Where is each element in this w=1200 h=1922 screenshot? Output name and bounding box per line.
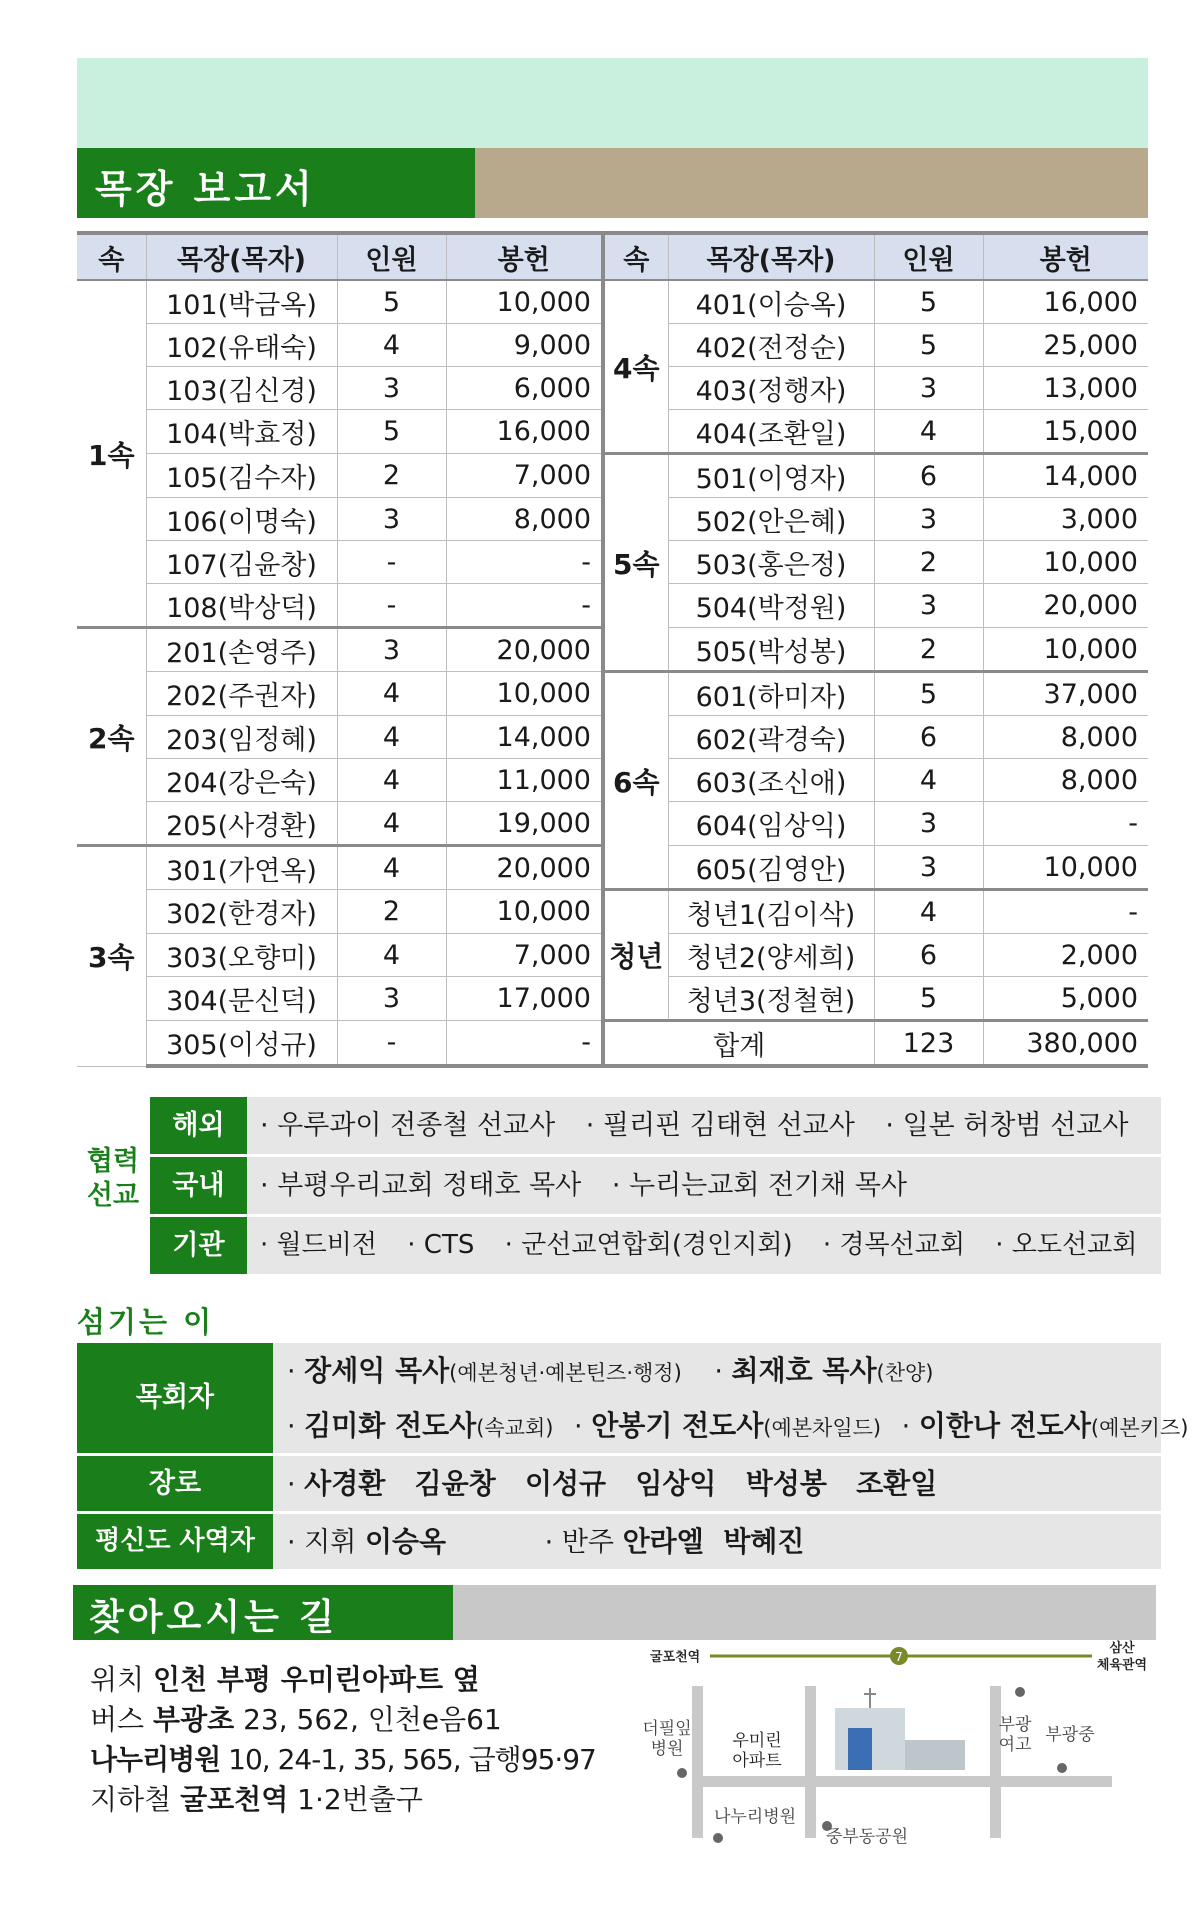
cell-name: 501(이영자) bbox=[668, 454, 874, 498]
cell-amount: 3,000 bbox=[983, 498, 1148, 541]
cell-count: 5 bbox=[874, 672, 983, 716]
cell-amount: 7,000 bbox=[446, 934, 603, 977]
cell-amount: 10,000 bbox=[983, 628, 1148, 672]
coop-item: · 일본 허창범 선교사 bbox=[885, 1110, 1129, 1141]
map-dot bbox=[677, 1768, 687, 1778]
pastor-line: · 장세익 목사(예본청년·예본틴즈·행정) · 최재호 목사(찬양) bbox=[287, 1354, 934, 1387]
cell-count: 4 bbox=[337, 672, 446, 716]
cell-count: 5 bbox=[337, 410, 446, 454]
coop-row-overseas bbox=[150, 1097, 1161, 1154]
coop-item: · 누리는교회 전기채 목사 bbox=[611, 1170, 907, 1201]
cell-count: 6 bbox=[874, 454, 983, 498]
coop-tag: 해외 bbox=[150, 1097, 247, 1154]
cell-amount: 7,000 bbox=[446, 454, 603, 498]
pastor-name: 장세익 목사 bbox=[304, 1354, 450, 1387]
map-dot bbox=[713, 1833, 723, 1843]
cell-amount: 10,000 bbox=[446, 890, 603, 934]
col-header: 봉헌 bbox=[983, 233, 1148, 280]
lay-role: 지휘 bbox=[304, 1527, 357, 1558]
cell-name: 107(김윤창) bbox=[146, 541, 337, 584]
coop-item: · CTS bbox=[407, 1230, 475, 1260]
map-dot bbox=[1015, 1687, 1025, 1697]
cell-name: 203(임정혜) bbox=[146, 716, 337, 759]
cell-count: 3 bbox=[337, 367, 446, 410]
subway-label: 지하철 bbox=[90, 1783, 172, 1816]
map-road bbox=[692, 1776, 1112, 1787]
coop-item: · 부평우리교회 정태호 목사 bbox=[260, 1170, 582, 1201]
serve-title: 섬기는 이 bbox=[77, 1305, 215, 1339]
group-label: 4속 bbox=[603, 280, 668, 454]
total-amount: 380,000 bbox=[983, 1021, 1148, 1067]
cell-amount: 16,000 bbox=[446, 410, 603, 454]
loc-line bbox=[90, 1660, 596, 1700]
cell-name: 101(박금옥) bbox=[146, 280, 337, 324]
table-row bbox=[77, 280, 1148, 324]
bus2-line bbox=[90, 1740, 596, 1780]
cell-amount: 6,000 bbox=[446, 367, 603, 410]
cell-amount: 10,000 bbox=[983, 541, 1148, 584]
bus2-lines: 10, 24-1, 35, 565, 급행95·97 bbox=[228, 1743, 596, 1776]
cell-amount: - bbox=[446, 1021, 603, 1067]
coop-item: · 오도선교회 bbox=[995, 1230, 1138, 1260]
top-band bbox=[77, 58, 1148, 148]
cell-amount: 2,000 bbox=[983, 934, 1148, 977]
cell-amount: - bbox=[446, 584, 603, 628]
serve-tag: 평신도 사역자 bbox=[77, 1514, 273, 1569]
cell-count: 5 bbox=[874, 324, 983, 367]
report-table bbox=[77, 231, 1148, 1068]
map-station-right-1: 삼산 bbox=[1109, 1641, 1135, 1656]
coop-item: · 경목선교회 bbox=[822, 1230, 965, 1260]
map-place: 부광중 bbox=[1045, 1725, 1095, 1745]
pastor-role: (속교회) bbox=[476, 1416, 554, 1440]
serve-tag: 장로 bbox=[77, 1456, 273, 1511]
cell-name: 303(오향미) bbox=[146, 934, 337, 977]
cell-name: 601(하미자) bbox=[668, 672, 874, 716]
serve-tag: 목회자 bbox=[77, 1343, 273, 1453]
location-map bbox=[630, 1640, 1155, 1850]
cell-amount: 10,000 bbox=[446, 672, 603, 716]
group-label: 2속 bbox=[77, 628, 146, 846]
cell-amount: 8,000 bbox=[446, 498, 603, 541]
cell-count: 4 bbox=[874, 410, 983, 454]
col-header: 인원 bbox=[874, 233, 983, 280]
pastor-role: (예본청년·예본틴즈·행정) bbox=[449, 1361, 682, 1385]
group-label: 6속 bbox=[603, 672, 668, 890]
pastor-name: 김미화 전도사 bbox=[304, 1409, 477, 1442]
directions-title-bar bbox=[73, 1585, 1156, 1640]
map-dot bbox=[1057, 1763, 1067, 1773]
cell-amount: 16,000 bbox=[983, 280, 1148, 324]
cell-name: 103(김신경) bbox=[146, 367, 337, 410]
cell-name: 403(정행자) bbox=[668, 367, 874, 410]
map-road bbox=[692, 1686, 703, 1838]
cell-name: 401(이승옥) bbox=[668, 280, 874, 324]
cell-amount: 15,000 bbox=[983, 410, 1148, 454]
cell-count: 5 bbox=[874, 977, 983, 1021]
cell-amount: - bbox=[983, 802, 1148, 846]
map-place: 우미린 bbox=[732, 1731, 782, 1751]
coop-item: · 필리핀 김태현 선교사 bbox=[585, 1110, 855, 1141]
cell-name: 청년3(정철현) bbox=[668, 977, 874, 1021]
cell-name: 청년2(양세희) bbox=[668, 934, 874, 977]
map-road bbox=[805, 1686, 816, 1838]
coop-tag: 기관 bbox=[150, 1217, 247, 1274]
coop-label-text: 협력 선교 bbox=[86, 1146, 140, 1211]
cell-count: 6 bbox=[874, 934, 983, 977]
cell-count: 4 bbox=[874, 759, 983, 802]
bus-stop: 부광초 bbox=[153, 1703, 235, 1736]
total-label: 합계 bbox=[603, 1021, 874, 1067]
cell-amount: 5,000 bbox=[983, 977, 1148, 1021]
cell-name: 201(손영주) bbox=[146, 628, 337, 672]
pastor-role: (예본차일드) bbox=[763, 1416, 882, 1440]
col-header: 인원 bbox=[337, 233, 446, 280]
cell-count: 4 bbox=[337, 934, 446, 977]
coop-row-domestic bbox=[150, 1157, 1161, 1214]
cell-name: 604(임상익) bbox=[668, 802, 874, 846]
cell-name: 106(이명숙) bbox=[146, 498, 337, 541]
cell-count: 3 bbox=[874, 498, 983, 541]
cell-count: 3 bbox=[337, 628, 446, 672]
map-station-left: 굴포천역 bbox=[650, 1650, 701, 1665]
church-icon bbox=[835, 1688, 965, 1770]
cell-name: 505(박성봉) bbox=[668, 628, 874, 672]
coop-item: · 우루과이 전종철 선교사 bbox=[260, 1110, 556, 1141]
serve-row-pastors bbox=[77, 1343, 1189, 1453]
bus2-stop: 나누리병원 bbox=[90, 1743, 221, 1776]
cell-name: 402(전정순) bbox=[668, 324, 874, 367]
cell-count: 4 bbox=[337, 846, 446, 890]
group-label: 3속 bbox=[77, 846, 146, 1067]
bus-label: 버스 bbox=[90, 1703, 145, 1736]
lay-name: 이승옥 bbox=[364, 1525, 447, 1558]
cell-name: 104(박효정) bbox=[146, 410, 337, 454]
table-row bbox=[77, 454, 1148, 498]
cell-name: 502(안은혜) bbox=[668, 498, 874, 541]
coop-mission-list bbox=[150, 1097, 1161, 1277]
subway-exit: 1·2번출구 bbox=[297, 1783, 423, 1816]
cell-amount: 20,000 bbox=[446, 846, 603, 890]
report-title: 목장 보고서 bbox=[95, 167, 316, 211]
cell-count: 4 bbox=[337, 716, 446, 759]
bus-line bbox=[90, 1700, 596, 1740]
cell-count: 4 bbox=[337, 324, 446, 367]
map-place: 아파트 bbox=[732, 1751, 782, 1771]
pastor-role: (찬양) bbox=[876, 1361, 934, 1385]
coop-item: · 군선교연합회(경인지회) bbox=[504, 1230, 793, 1260]
cell-amount: 8,000 bbox=[983, 716, 1148, 759]
cell-name: 404(조환일) bbox=[668, 410, 874, 454]
cell-amount: 17,000 bbox=[446, 977, 603, 1021]
cell-amount: - bbox=[983, 890, 1148, 934]
cell-count: 3 bbox=[337, 498, 446, 541]
pastor-name: 최재호 목사 bbox=[731, 1354, 877, 1387]
cell-amount: 25,000 bbox=[983, 324, 1148, 367]
cell-count: 2 bbox=[874, 628, 983, 672]
cell-count: 2 bbox=[874, 541, 983, 584]
pastor-line: · 김미화 전도사(속교회) · 안봉기 전도사(예본차일드) · 이한나 전도사(예본키즈) bbox=[287, 1409, 1189, 1442]
map-place: 부광 bbox=[998, 1715, 1032, 1735]
pastor-name: 이한나 전도사 bbox=[918, 1409, 1091, 1442]
bus-lines: 23, 562, 인천e음61 bbox=[243, 1703, 502, 1736]
cell-name: 202(주권자) bbox=[146, 672, 337, 716]
map-road bbox=[990, 1686, 1001, 1838]
cell-amount: 11,000 bbox=[446, 759, 603, 802]
loc-value: 인천 부평 우미린아파트 옆 bbox=[153, 1663, 480, 1696]
coop-mission-label bbox=[77, 1145, 149, 1213]
table-row bbox=[77, 672, 1148, 716]
cell-count: 5 bbox=[874, 280, 983, 324]
map-place: 여고 bbox=[998, 1735, 1032, 1755]
directions-text bbox=[90, 1660, 596, 1820]
cell-name: 305(이성규) bbox=[146, 1021, 337, 1067]
cell-amount: 8,000 bbox=[983, 759, 1148, 802]
cell-name: 503(홍은정) bbox=[668, 541, 874, 584]
cell-count: 2 bbox=[337, 890, 446, 934]
cell-amount: 14,000 bbox=[446, 716, 603, 759]
cell-amount: 20,000 bbox=[983, 584, 1148, 628]
cell-count: - bbox=[337, 541, 446, 584]
elder-names: 사경환 김윤창 이성규 임상익 박성봉 조환일 bbox=[304, 1467, 938, 1500]
pastor-role: (예본키즈) bbox=[1090, 1416, 1189, 1440]
cell-name: 504(박정원) bbox=[668, 584, 874, 628]
serve-row-elders: 장로 · 사경환 김윤창 이성규 임상익 박성봉 조환일 bbox=[77, 1456, 1161, 1511]
table-row bbox=[77, 1021, 1148, 1067]
cell-count: 3 bbox=[874, 584, 983, 628]
cell-count: 4 bbox=[337, 759, 446, 802]
col-header: 봉헌 bbox=[446, 233, 603, 280]
map-place: 나누리병원 bbox=[713, 1807, 797, 1827]
total-count: 123 bbox=[874, 1021, 983, 1067]
cell-name: 301(가연옥) bbox=[146, 846, 337, 890]
table-row bbox=[77, 890, 1148, 934]
cell-count: 3 bbox=[874, 846, 983, 890]
group-label: 1속 bbox=[77, 280, 146, 628]
cell-name: 605(김영안) bbox=[668, 846, 874, 890]
table-header-row bbox=[77, 233, 1148, 280]
subway-line bbox=[90, 1780, 596, 1820]
cell-amount: - bbox=[446, 541, 603, 584]
cell-count: 3 bbox=[337, 977, 446, 1021]
cell-name: 105(김수자) bbox=[146, 454, 337, 498]
map-station-right-2: 체육관역 bbox=[1096, 1658, 1148, 1673]
lay-role: 반주 bbox=[561, 1527, 615, 1558]
cell-amount: 10,000 bbox=[983, 846, 1148, 890]
cell-name: 602(곽경숙) bbox=[668, 716, 874, 759]
col-header: 속 bbox=[77, 233, 146, 280]
cell-count: 3 bbox=[874, 367, 983, 410]
cell-count: 4 bbox=[874, 890, 983, 934]
cell-amount: 9,000 bbox=[446, 324, 603, 367]
line-7-number: 7 bbox=[895, 1650, 903, 1664]
col-header: 목장(목자) bbox=[146, 233, 337, 280]
cell-name: 304(문신덕) bbox=[146, 977, 337, 1021]
cell-name: 108(박상덕) bbox=[146, 584, 337, 628]
cell-count: 4 bbox=[337, 802, 446, 846]
serve-row-lay: 평신도 사역자 · 지휘 이승옥 · 반주 안라엘 박혜진 bbox=[77, 1514, 1161, 1569]
cell-amount: 37,000 bbox=[983, 672, 1148, 716]
cell-count: 3 bbox=[874, 802, 983, 846]
col-header: 속 bbox=[603, 233, 668, 280]
cell-amount: 20,000 bbox=[446, 628, 603, 672]
cell-amount: 10,000 bbox=[446, 280, 603, 324]
cell-name: 302(한경자) bbox=[146, 890, 337, 934]
directions-title: 찾아오시는 길 bbox=[89, 1597, 339, 1638]
cell-name: 102(유태숙) bbox=[146, 324, 337, 367]
map-place: 중부동공원 bbox=[825, 1827, 909, 1847]
serve-list bbox=[77, 1343, 1189, 1572]
loc-label: 위치 bbox=[90, 1663, 145, 1696]
subway-station: 굴포천역 bbox=[180, 1783, 289, 1816]
map-place: 더필잎 bbox=[642, 1719, 692, 1739]
cell-name: 603(조신애) bbox=[668, 759, 874, 802]
cell-count: 2 bbox=[337, 454, 446, 498]
cell-amount: 19,000 bbox=[446, 802, 603, 846]
cell-count: 6 bbox=[874, 716, 983, 759]
group-label: 청년 bbox=[603, 890, 668, 1021]
group-label: 5속 bbox=[603, 454, 668, 672]
lay-name: 안라엘 박혜진 bbox=[622, 1525, 805, 1558]
cell-amount: 14,000 bbox=[983, 454, 1148, 498]
report-title-bar bbox=[77, 148, 1148, 218]
coop-item: · 월드비전 bbox=[260, 1230, 377, 1260]
cell-amount: 13,000 bbox=[983, 367, 1148, 410]
cell-name: 205(사경환) bbox=[146, 802, 337, 846]
coop-row-institution bbox=[150, 1217, 1161, 1274]
cell-count: 5 bbox=[337, 280, 446, 324]
pastor-name: 안봉기 전도사 bbox=[591, 1409, 764, 1442]
col-header: 목장(목자) bbox=[668, 233, 874, 280]
cell-count: - bbox=[337, 584, 446, 628]
cell-count: - bbox=[337, 1021, 446, 1067]
cell-name: 청년1(김이삭) bbox=[668, 890, 874, 934]
map-place: 병원 bbox=[650, 1739, 684, 1759]
cell-name: 204(강은숙) bbox=[146, 759, 337, 802]
coop-tag: 국내 bbox=[150, 1157, 247, 1214]
